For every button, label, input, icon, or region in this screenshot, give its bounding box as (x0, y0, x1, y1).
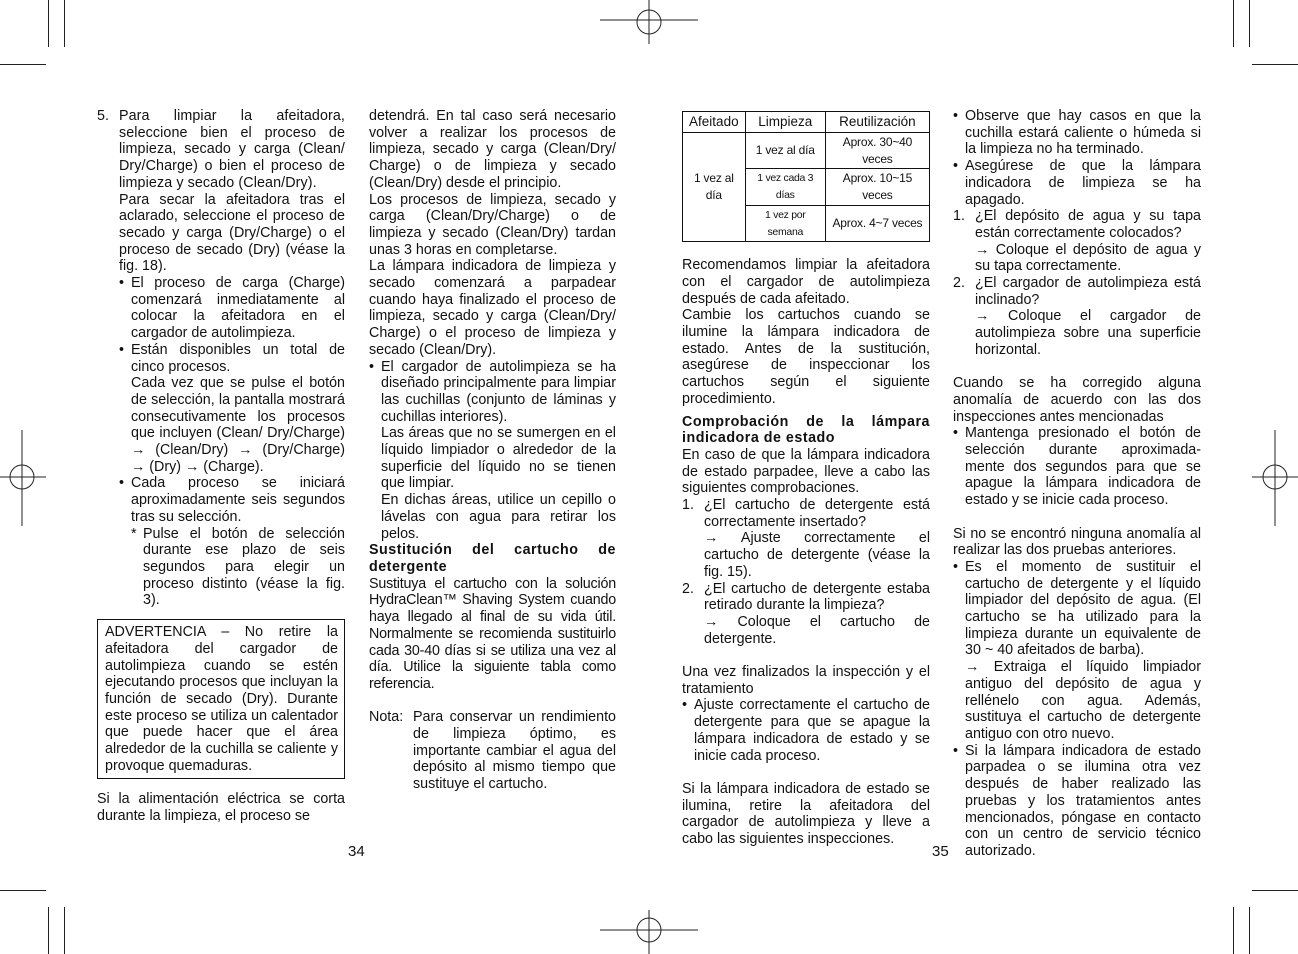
crop-mark (64, 907, 65, 954)
paragraph: Para secar la afeitadora tras el aclarado, seleccione el proceso de secado y carga (Dry/Charge) o el proceso de secado (Dry) (véase la fig. 18). (119, 191, 345, 275)
bullet-item: • El cargador de autolimpieza se ha diseñado principalmente para limpiar las cuchillas (conjunto de láminas y cuchillas interiores). (369, 358, 616, 425)
table-header: Limpieza (745, 112, 825, 133)
section-heading: Sustitución del cartucho de detergente (369, 542, 616, 575)
note-item: * Pulse el botón de selección durante ese plazo de seis segundos para elegir un proceso distinto (véase la fig. 3). (131, 525, 345, 609)
bullet-item: • Es el momento de sustituir el cartucho de detergente y el líquido limpiador del depósito de agua. (El cartucho se ha utilizado para la limpieza durante un equivalente de 30 ~ 40 afeitados de barba). (953, 558, 1201, 659)
item-number: 1. (953, 208, 965, 225)
list-item (97, 108, 345, 192)
table-cell: Aprox. 30~40 veces (825, 133, 929, 169)
bullet-text: Asegúrese de que la lámpara indicadora de limpieza se ha apagado. (965, 158, 1201, 208)
paragraph: Cada vez que se pulse el botón de selección, la pantalla mostrará consecutivamente los procesos que incluyen (Clean/ Dry/Charge) → (Clean/Dry) → (Dry/Charge) → (Dry) → (Charge). (131, 375, 345, 475)
bullet-text: Ajuste correctamente el cartucho de detergente para que se apague la lámpara indicadora de estado y se inicie cada proceso. (694, 697, 930, 764)
bullet-item: • El proceso de carga (Charge) comenzará inmediatamente al colocar la afeitadora en el cargador de autolimpieza. (119, 275, 345, 342)
list-item (682, 497, 930, 530)
crop-mark (48, 907, 49, 954)
paragraph: → Extraiga el líquido limpiador antiguo del depósito de agua y rellénelo con agua. Además, sustituya el cartucho de detergente antiguo con otro nuevo. (965, 659, 1201, 742)
crop-mark (1252, 890, 1298, 891)
paragraph: Los procesos de limpieza, secado y carga (Clean/Dry/Charge) o de limpieza y secado (Clean/Dry) tardan unas 3 horas en completarse. (369, 191, 616, 258)
column-1 (97, 108, 345, 825)
paragraph: Recomendamos limpiar la afeitadora con el cargador de autolimpieza después de cada afeitado. (682, 257, 930, 307)
item-number: 2. (682, 580, 694, 597)
bullet-item: • Ajuste correctamente el cartucho de detergente para que se apague la lámpara indicadora de estado y se inicie cada proceso. (682, 697, 930, 764)
registration-mark-left (0, 430, 48, 526)
registration-mark-top (600, 0, 698, 48)
table-cell: 1 vez por semana (745, 205, 825, 241)
bullet-item: • Mantenga presionado el botón de selección durante aproximada- mente dos segundos para que se apague la lámpara indicadora de estado y se inicie cada proceso. (953, 425, 1201, 509)
table-header-row (683, 112, 930, 133)
paragraph: Las áreas que no se sumergen en el líquido limpiador o alrededor de la superficie del líquido no se tienen que limpiar. (381, 425, 616, 492)
bullet-text: Mantenga presionado el botón de selección durante aproximada- mente dos segundos para que se apague la lámpara indicadora de estado y se inicie cada proceso. (965, 425, 1201, 509)
paragraph: En caso de que la lámpara indicadora de estado parpadee, lleve a cabo las siguientes comprobaciones. (682, 446, 930, 497)
bullet-text: El proceso de carga (Charge) comenzará inmediatamente al colocar la afeitadora en el cargador de autolimpieza. (131, 275, 345, 342)
table-header: Reutilización (825, 112, 929, 133)
table-cell: 1 vez cada 3 días (745, 169, 825, 205)
column-4 (953, 108, 1201, 860)
paragraph: Si no se encontró ninguna anomalía al realizar las dos pruebas anteriores. (953, 525, 1201, 559)
note-text: Para conservar un rendimiento de limpieza óptimo, es importante cambiar el agua del depósito al mismo tiempo que sustituye el cartucho. (413, 709, 616, 793)
crop-mark (1252, 64, 1298, 65)
item-text: ¿El depósito de agua y su tapa están correctamente colocados? (975, 208, 1201, 241)
paragraph: La lámpara indicadora de limpieza y secado comenzará a parpadear cuando haya finalizado el proceso de limpieza, secado y carga (Clean/Dry/ Charge) o el proceso de limpieza y secado (Clean/Dry). (369, 258, 616, 358)
paragraph: Una vez finalizados la inspección y el tratamiento (682, 664, 930, 697)
item-text: ¿El cartucho de detergente está correctamente insertado? (704, 497, 930, 530)
item-number: 1. (682, 497, 694, 514)
crop-mark (1233, 907, 1234, 954)
crop-mark (48, 0, 49, 47)
bullet-text: Es el momento de sustituir el cartucho de detergente y el líquido limpiador del depósito de agua. (El cartucho se ha utilizado para la limpieza durante un equivalente de 30 ~ 40 afeitados de barba). (965, 558, 1201, 659)
list-item (953, 275, 1201, 308)
table-cell: 1 vez al día (745, 133, 825, 169)
table-cell: Aprox. 10~15 veces (825, 169, 929, 205)
table-cell: 1 vez al día (683, 133, 746, 242)
crop-mark (1249, 0, 1250, 47)
crop-mark (1249, 907, 1250, 954)
crop-mark (64, 0, 65, 47)
note-text: Pulse el botón de selección durante ese plazo de seis segundos para elegir un proceso distinto (véase la fig. 3). (143, 525, 345, 609)
paragraph: Si la lámpara indicadora de estado se ilumina, retire la afeitadora del cargador de autolimpieza y lleve a cabo las siguientes inspecciones. (682, 780, 930, 848)
table-header: Afeitado (683, 112, 746, 133)
page-number-right: 35 (932, 843, 949, 860)
registration-mark-bottom (600, 906, 698, 954)
paragraph: → Coloque el depósito de agua y su tapa correctamente. (975, 241, 1201, 275)
column-2 (369, 108, 616, 793)
table-row (683, 133, 930, 169)
warning-text: ADVERTENCIA – No retire la afeitadora del cargador de autolimpieza cuando se estén ejecutando procesos que incluyan la función de secado (Dry). Durante este proceso se utiliza un calentador que puede hacer que el área alrededor de la cuchilla se caliente y provoque quemaduras. (105, 624, 338, 774)
bullet-text: Si la lámpara indicadora de estado parpadea o se ilumina otra vez después de haber realizado las pruebas y los tratamientos antes mencionados, póngase en contacto con un centro de servicio técnico autorizado. (965, 742, 1201, 859)
bullet-item: • Cada proceso se iniciará aproximadamente seis segundos tras su selección. (119, 475, 345, 525)
registration-mark-right (1250, 430, 1298, 526)
page-number-left: 34 (348, 843, 365, 860)
paragraph: → Coloque el cargador de autolimpieza sobre una superficie horizontal. (975, 308, 1201, 358)
item-number: 5. (97, 108, 109, 124)
bullet-text: Están disponibles un total de cinco procesos. (131, 341, 345, 375)
section-heading: Comprobación de la lámpara indicadora de estado (682, 413, 930, 447)
table-cell: Aprox. 4~7 veces (825, 205, 929, 241)
paragraph: detendrá. En tal caso será necesario volver a realizar los procesos de limpieza, secado y carga (Clean/Dry/ Charge) o de limpieza y secado (Clean/Dry) desde el principio. (369, 108, 616, 191)
bullet-item: • Están disponibles un total de cinco procesos. (119, 341, 345, 375)
bullet-text: El cargador de autolimpieza se ha diseñado principalmente para limpiar las cuchillas (conjunto de láminas y cuchillas interiores). (381, 358, 616, 425)
paragraph: Sustituya el cartucho con la solución HydraClean™ Shaving System cuando haya llegado al final de su vida útil. Normalmente se recomienda sustituirlo cada 30-40 días si se utiliza una vez al día. Utilice la siguiente tabla como referencia. (369, 575, 616, 692)
paragraph: En dichas áreas, utilice un cepillo o lávelas con agua para retirar los pelos. (381, 492, 616, 542)
bullet-text: Observe que hay casos en que la cuchilla estará caliente o húmeda si la limpieza no ha terminado. (965, 108, 1201, 158)
note-label: Nota: (369, 709, 404, 726)
paragraph: Si la alimentación eléctrica se corta durante la limpieza, el proceso se (97, 791, 345, 825)
column-3 (682, 111, 930, 848)
warning-box (97, 619, 345, 779)
paragraph: → Ajuste correctamente el cartucho de detergente (véase la fig. 15). (704, 530, 930, 580)
crop-mark (1233, 0, 1234, 47)
item-text: Para limpiar la afeitadora, seleccione bien el proceso de limpieza, secado y carga (Clean/ Dry/Charge) o bien el proceso de limpieza y secado (Clean/Dry). (119, 108, 345, 191)
paragraph: Cambie los cartuchos cuando se ilumine la lámpara indicadora de estado. Antes de la sustitución, asegúrese de inspeccionar los cartuchos según el siguiente procedimiento. (682, 307, 930, 407)
paragraph: Cuando se ha corregido alguna anomalía de acuerdo con las dos inspecciones antes mencionadas (953, 375, 1201, 425)
crop-mark (0, 64, 46, 65)
reference-table (682, 111, 930, 242)
bullet-item: • Si la lámpara indicadora de estado parpadea o se ilumina otra vez después de haber realizado las pruebas y los tratamientos antes mencionados, póngase en contacto con un centro de servicio técnico autorizado. (953, 742, 1201, 859)
bullet-item: • Observe que hay casos en que la cuchilla estará caliente o húmeda si la limpieza no ha terminado. (953, 108, 1201, 158)
list-item (682, 581, 930, 614)
item-number: 2. (953, 275, 965, 292)
note (369, 709, 616, 793)
crop-mark (0, 890, 46, 891)
bullet-item: • Asegúrese de que la lámpara indicadora de limpieza se ha apagado. (953, 158, 1201, 208)
paragraph: → Coloque el cartucho de detergente. (704, 613, 930, 647)
list-item (953, 208, 1201, 241)
item-text: ¿El cartucho de detergente estaba retirado durante la limpieza? (704, 580, 930, 614)
bullet-text: Cada proceso se iniciará aproximadamente seis segundos tras su selección. (131, 475, 345, 525)
item-text: ¿El cargador de autolimpieza está inclinado? (975, 275, 1201, 308)
